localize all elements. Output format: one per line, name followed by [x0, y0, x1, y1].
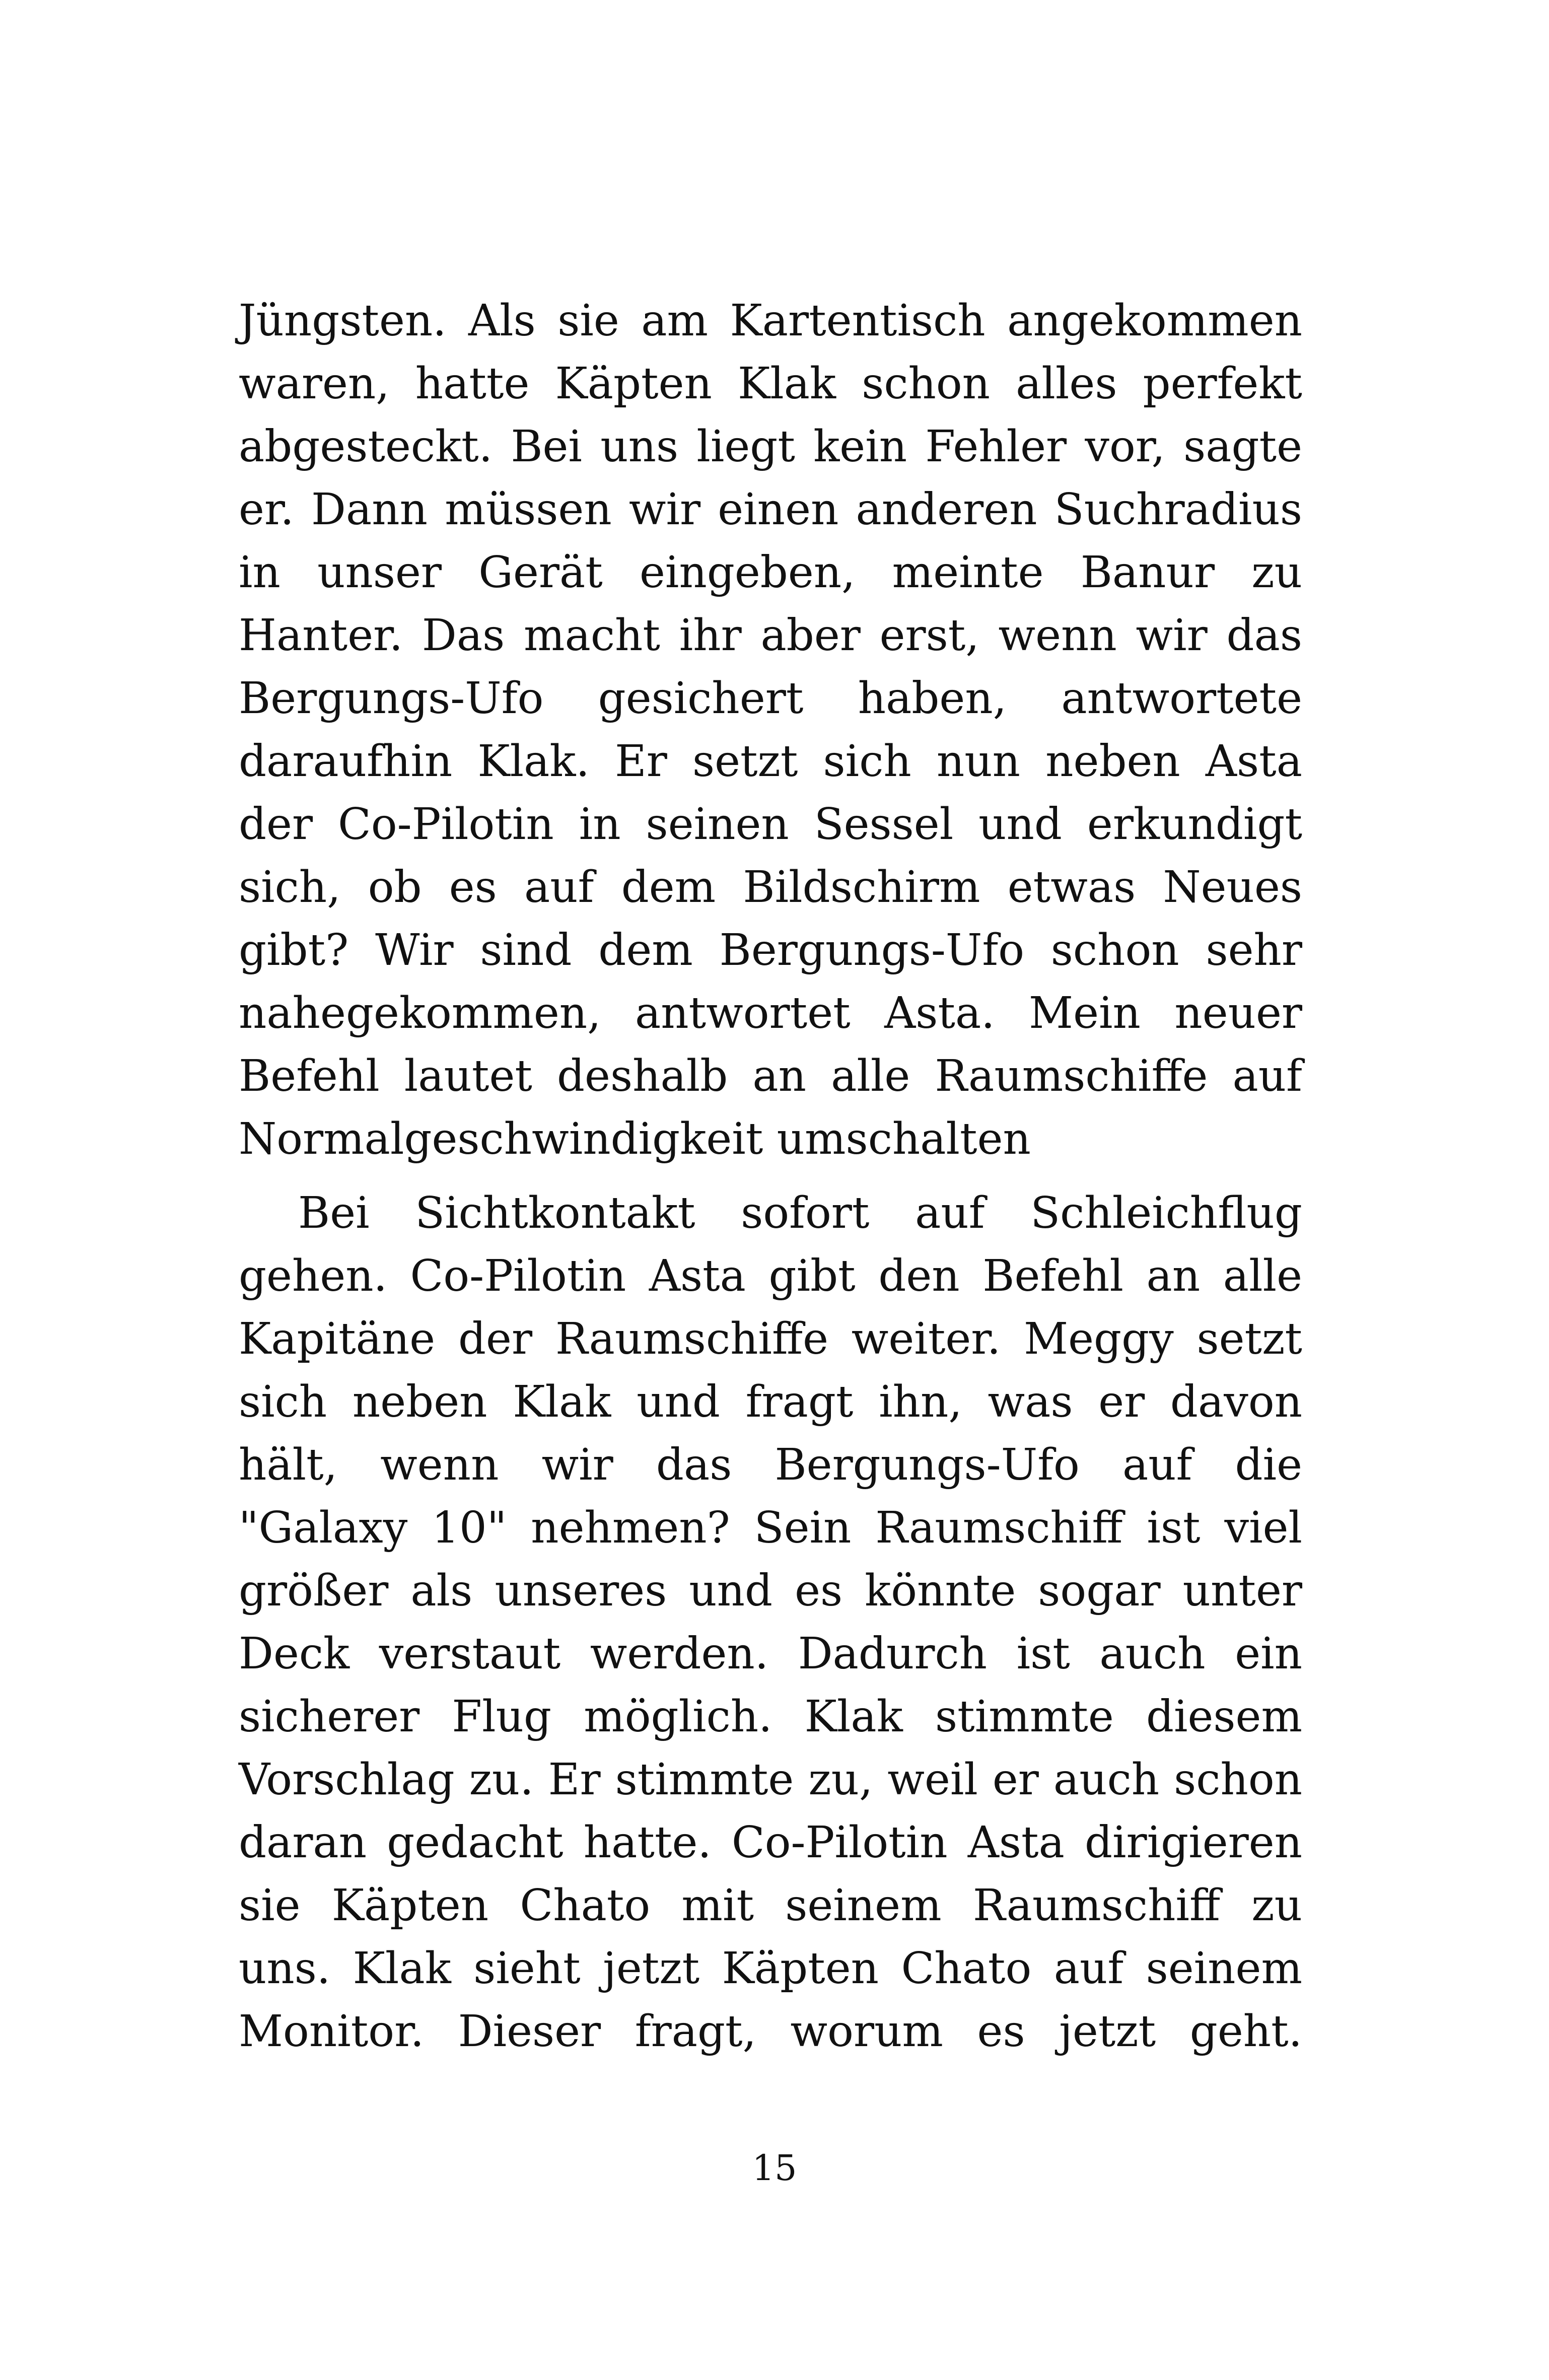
page-number: 15: [752, 2147, 797, 2189]
body-text: [239, 290, 1302, 2063]
paragraph-2: Bei Sichtkontakt sofort auf Schleichflug gehen. Co-Pilotin Asta gibt den Befehl an alle Kapitäne der Raumschiffe weiter. Meggy setzt sich neben Klak und fragt ihn, was er davon hält, wenn wir das Bergungs-Ufo auf die "Galaxy 10" nehmen? Sein Raumschiff ist viel größer als unseres und es könnte sogar unter Deck verstaut werden. Dadurch ist auch ein sicherer Flug möglich. Klak stimmte diesem Vorschlag zu. Er stimmte zu, weil er auch schon daran gedacht hatte. Co-Pilotin Asta dirigieren sie Käpten Chato mit seinem Raumschiff zu uns. Klak sieht jetzt Käpten Chato auf seinem Monitor. Dieser fragt, worum es jetzt geht.: [239, 1188, 1302, 2057]
paragraph-1: Jüngsten. Als sie am Kartentisch angekommen waren, hatte Käpten Klak schon alles perfekt abgesteckt. Bei uns liegt kein Fehler vor, sagte er. Dann müssen wir einen anderen Suchradius in unser Gerät eingeben, meinte Banur zu Hanter. Das macht ihr aber erst, wenn wir das Bergungs-Ufo gesichert haben, antwortete daraufhin Klak. Er setzt sich nun neben Asta der Co-Pilotin in seinen Sessel und erkundigt sich, ob es auf dem Bildschirm etwas Neues gibt? Wir sind dem Bergungs-Ufo schon sehr nahegekommen, antwortet Asta. Mein neuer Befehl lautet deshalb an alle Raumschiffe auf Normalgeschwindigkeit umschalten: [239, 296, 1302, 1164]
